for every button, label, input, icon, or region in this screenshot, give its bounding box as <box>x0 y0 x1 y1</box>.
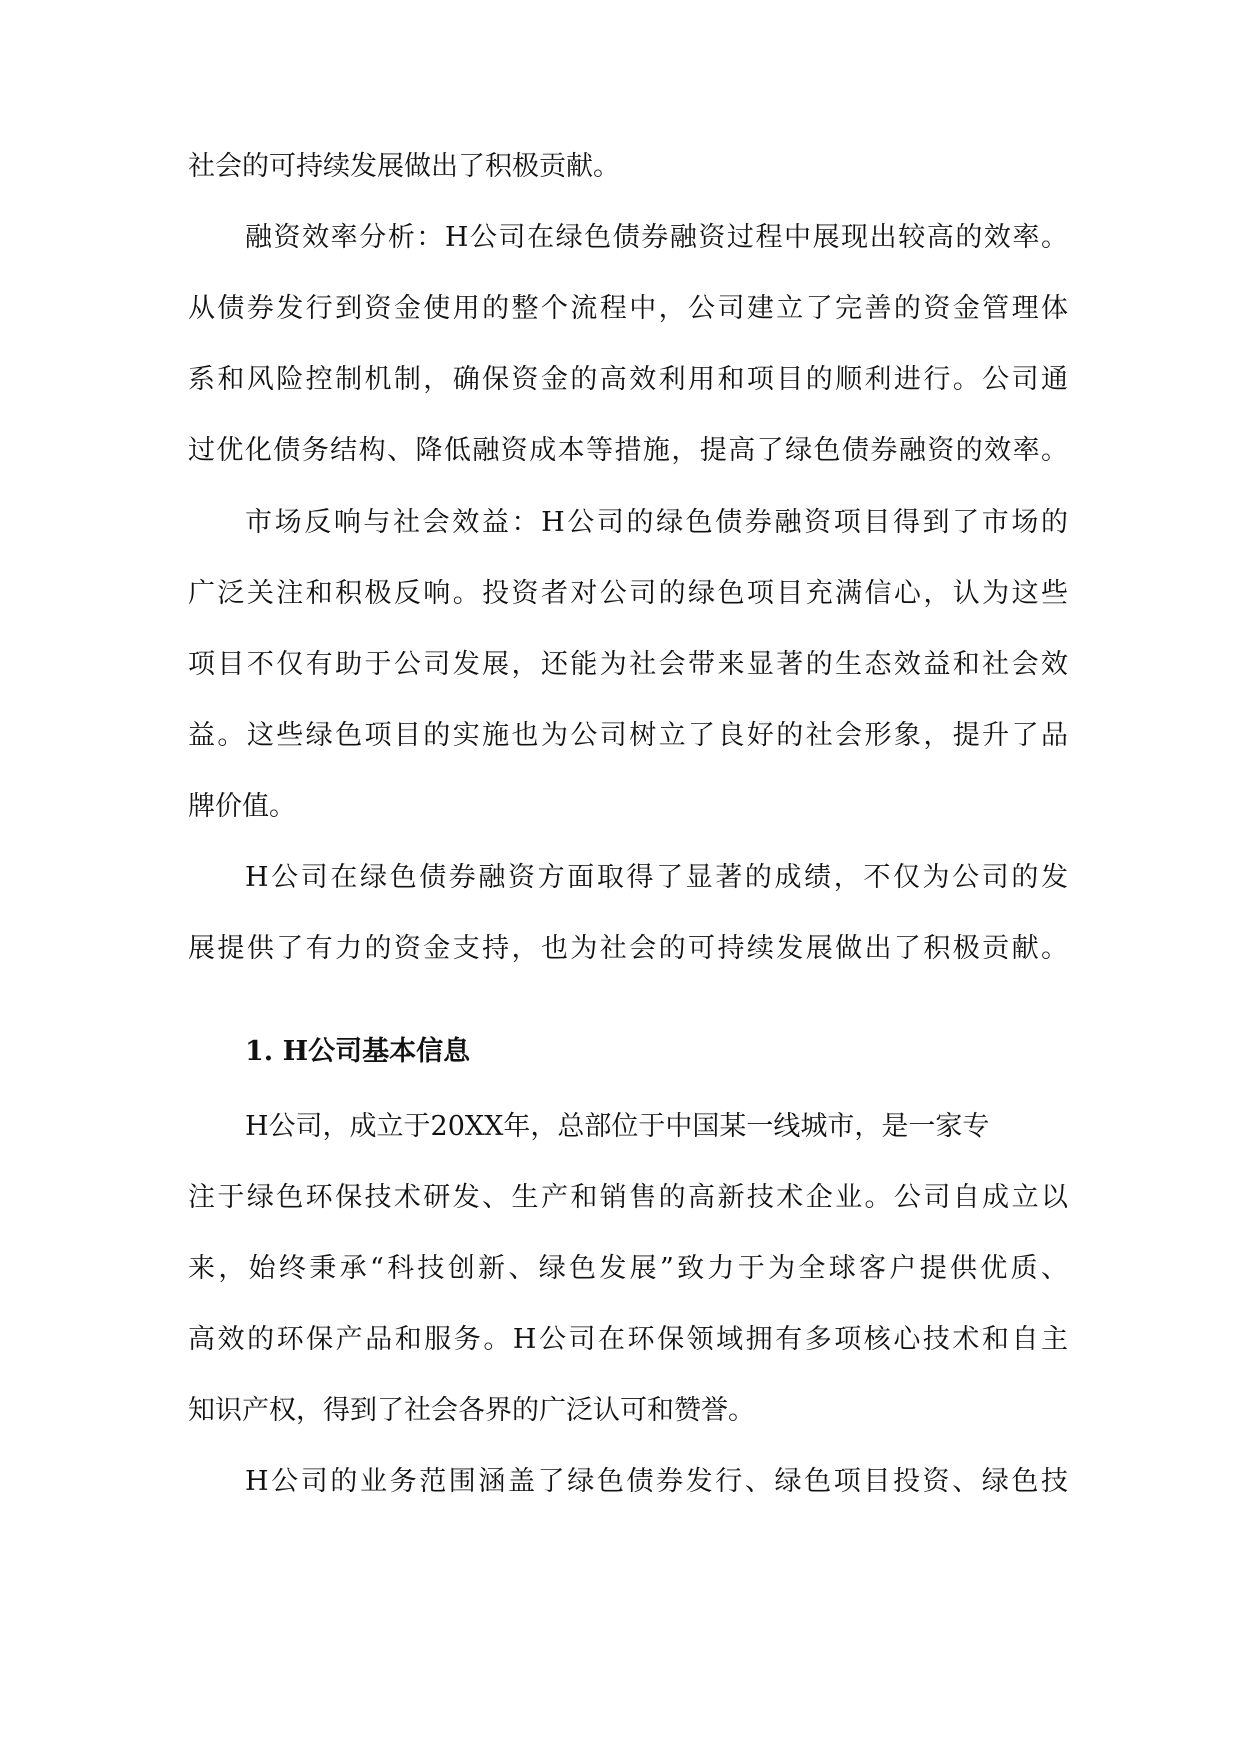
paragraph-line: H公司，成立于20XX年，总部位于中国某一线城市，是一家专 <box>245 1111 990 1142</box>
paragraph-line: 过优化债务结构、降低融资成本等措施，提高了绿色债券融资的效率。 <box>188 435 1068 466</box>
paragraph-line: 广泛关注和积极反响。投资者对公司的绿色项目充满信心，认为这些 <box>188 578 1068 609</box>
paragraph-line: 高效的环保产品和服务。H公司在环保领域拥有多项核心技术和自主 <box>188 1324 1068 1355</box>
paragraph-line: 市场反响与社会效益：H公司的绿色债券融资项目得到了市场的 <box>245 507 1068 538</box>
paragraph-line: H公司在绿色债券融资方面取得了显著的成绩，不仅为公司的发 <box>245 862 1068 893</box>
paragraph-line: 融资效率分析：H公司在绿色债券融资过程中展现出较高的效率。 <box>245 222 1068 253</box>
paragraph-line: 牌价值。 <box>188 791 296 822</box>
paragraph-line: 社会的可持续发展做出了积极贡献。 <box>188 151 620 182</box>
paragraph-line: 知识产权，得到了社会各界的广泛认可和赞誉。 <box>188 1395 755 1426</box>
paragraph-line: 项目不仅有助于公司发展，还能为社会带来显著的生态效益和社会效 <box>188 649 1068 680</box>
section-heading: 1. H公司基本信息 <box>245 1036 471 1067</box>
paragraph-line: 益。这些绿色项目的实施也为公司树立了良好的社会形象，提升了品 <box>188 720 1068 751</box>
paragraph-line: 来，始终秉承“科技创新、绿色发展”致力于为全球客户提供优质、 <box>188 1253 1068 1284</box>
paragraph-line: 从债券发行到资金使用的整个流程中，公司建立了完善的资金管理体 <box>188 293 1068 324</box>
paragraph-line: H公司的业务范围涵盖了绿色债券发行、绿色项目投资、绿色技 <box>245 1466 1068 1497</box>
paragraph-line: 展提供了有力的资金支持，也为社会的可持续发展做出了积极贡献。 <box>188 933 1068 964</box>
paragraph-line: 系和风险控制机制，确保资金的高效利用和项目的顺利进行。公司通 <box>188 364 1068 395</box>
paragraph-line: 注于绿色环保技术研发、生产和销售的高新技术企业。公司自成立以 <box>188 1182 1068 1213</box>
